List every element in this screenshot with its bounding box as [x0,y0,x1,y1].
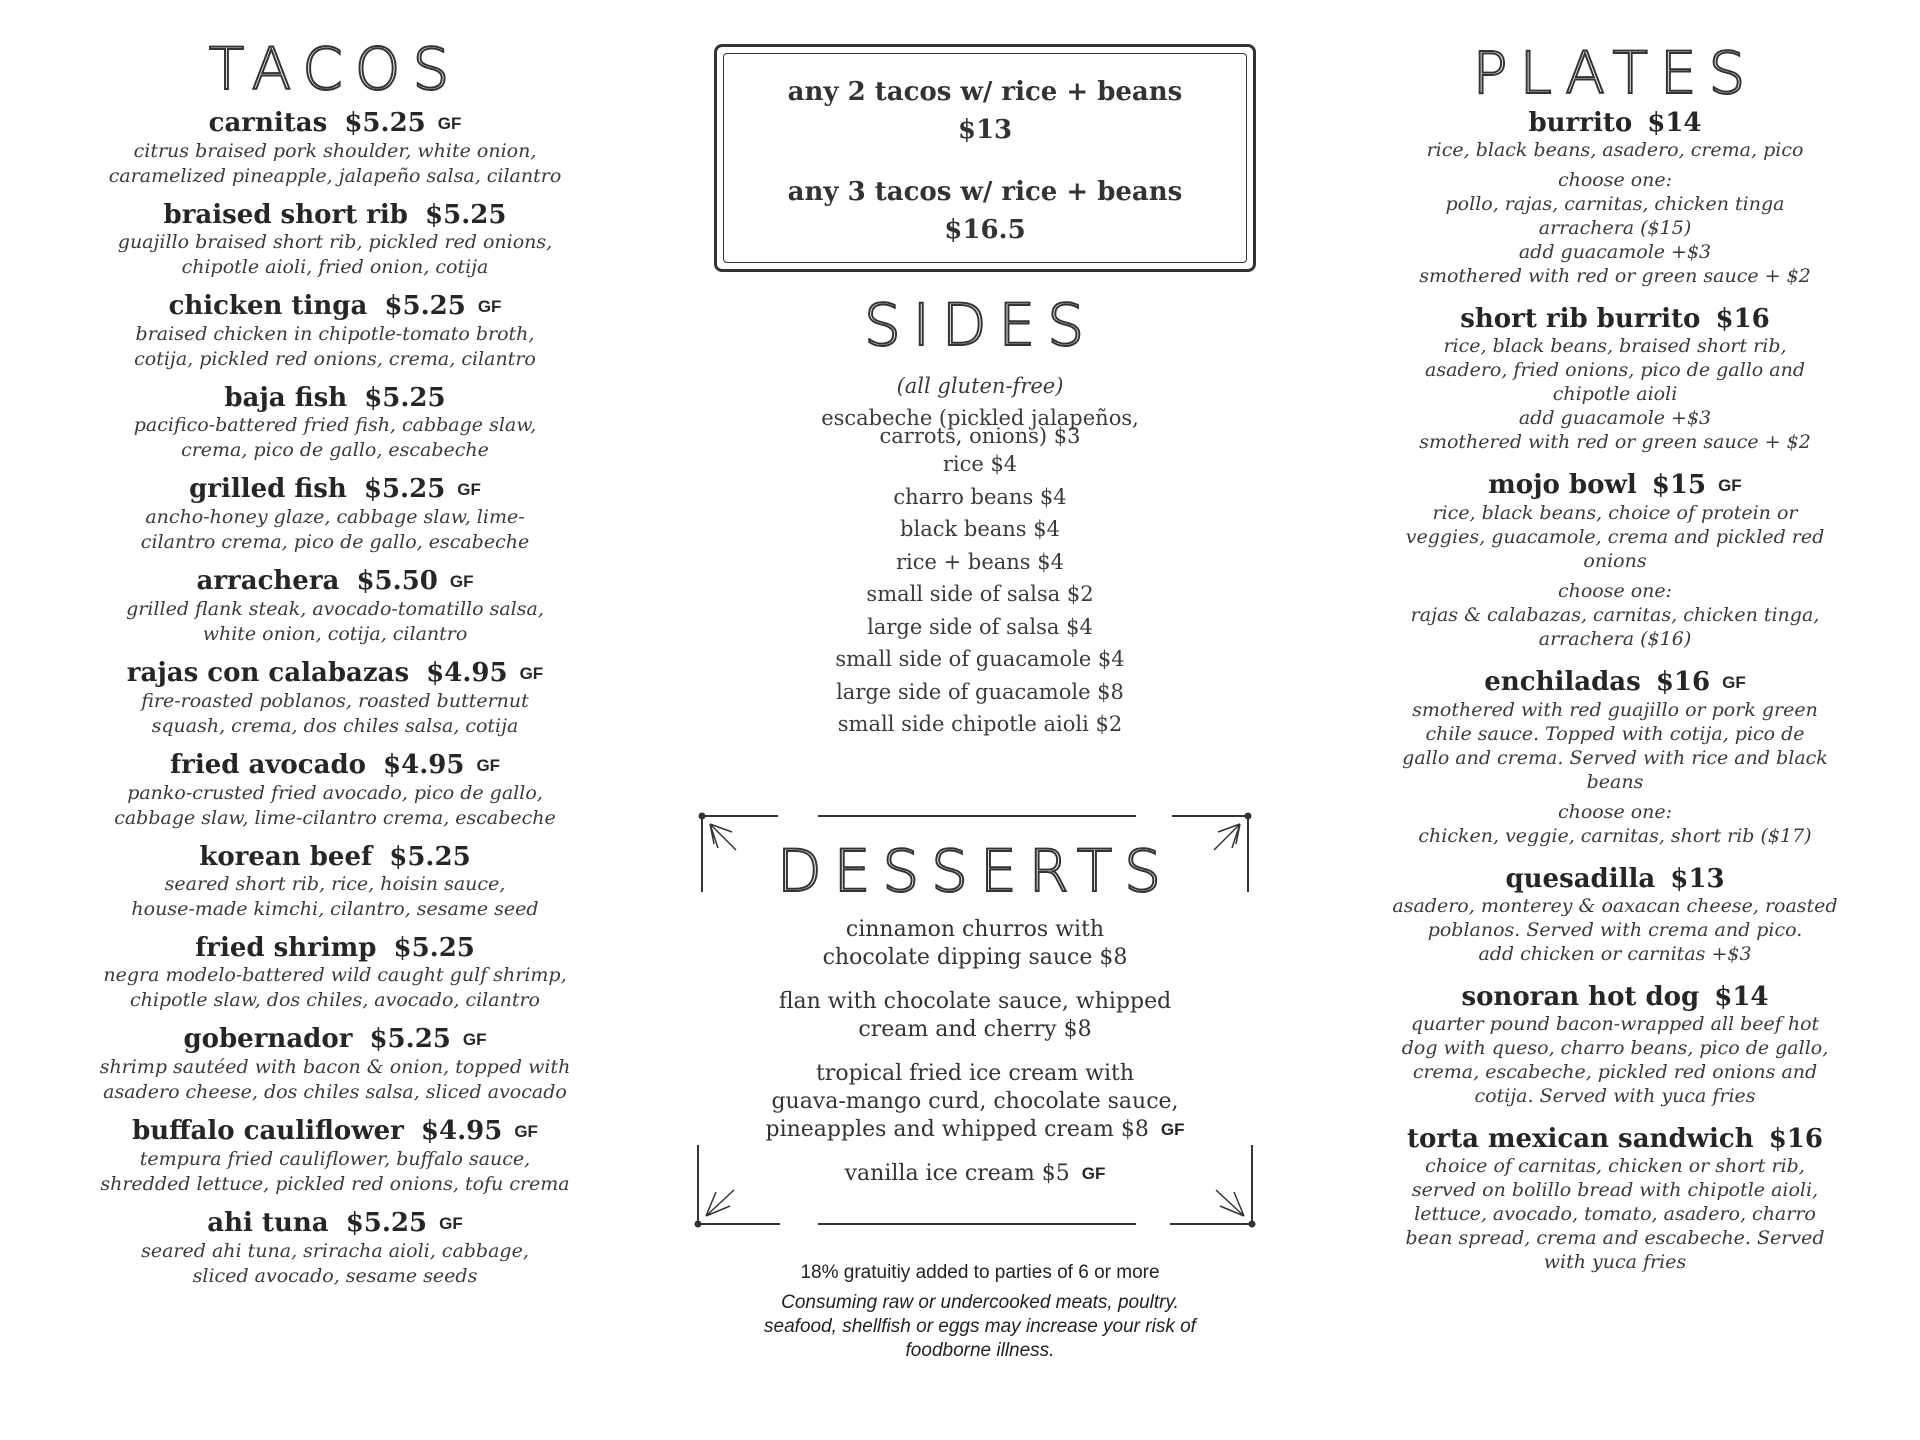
taco-price: $4.95 [420,1116,503,1146]
plate-name: torta mexican sandwich [1407,1124,1754,1154]
taco-item [30,383,640,463]
gf-badge: GF [462,1030,487,1049]
combo-line-2-tacos: any 2 tacos w/ rice + beans [787,77,1183,107]
desserts-section [690,838,1260,1204]
taco-name: carnitas [208,108,328,138]
food-warning-line-2: seafood, shellfish or eggs may increase your risk of [764,1316,1196,1337]
plate-desc-line: rajas & calabazas, carnitas, chicken tinga, [1410,604,1820,626]
dessert-line [690,1060,1260,1088]
taco-desc-line: seared ahi tuna, sriracha aioli, cabbage, [141,1240,529,1262]
desserts-title: DESSERTS [777,837,1173,905]
plate-desc-line: with yuca fries [1543,1251,1687,1273]
taco-desc-line: pacifico-battered fried fish, cabbage slaw, [133,414,537,436]
taco-desc-line: grilled flank steak, avocado-tomatillo salsa, [126,598,544,620]
gf-badge: GF [1718,476,1742,495]
taco-desc-line: cabbage slaw, lime-cilantro crema, escabeche [114,807,556,829]
desserts-list [690,916,1260,1188]
side-item: large side of guacamole $8 [836,679,1124,704]
gf-badge: GF [449,572,474,591]
gf-badge: GF [1722,673,1746,692]
plates-title: PLATES [1472,39,1758,107]
plate-desc-line: crema, escabeche, pickled red onions and [1412,1061,1818,1083]
taco-name-line [30,1024,640,1055]
gf-badge: GF [457,480,481,499]
taco-desc-line: chipotle slaw, dos chiles, avocado, cilantro [130,989,540,1011]
taco-name: buffalo cauliflower [132,1116,404,1146]
plate-desc-line: poblanos. Served with crema and pico. [1427,919,1803,941]
plate-name-line [1330,304,1900,334]
plate-desc-line: choice of carnitas, chicken or short rib, [1425,1155,1805,1177]
taco-desc-line: guajillo braised short rib, pickled red onions, [117,231,553,253]
plate-name-line [1330,982,1900,1012]
taco-desc-line: braised chicken in chipotle-tomato broth, [135,323,535,345]
sides-title: SIDES [863,291,1097,359]
plate-name: mojo bowl [1488,470,1637,500]
plate-desc-line: dog with queso, charro beans, pico de gallo, [1401,1037,1829,1059]
gf-badge: GF [1160,1120,1185,1139]
taco-item [30,933,640,1013]
taco-name-line [30,383,640,413]
taco-item [30,842,640,922]
tacos-title: TACOS [208,35,462,103]
gf-badge: GF [1081,1164,1106,1183]
plate-desc-line: choose one: [1557,169,1673,191]
plate-desc-line: chile sauce. Topped with cotija, pico de [1425,723,1805,745]
plate-desc-line: onions [1583,550,1647,572]
taco-desc-line: sliced avocado, sesame seeds [192,1265,478,1287]
taco-item [30,1116,640,1197]
plate-desc-line: chicken, veggie, carnitas, short rib ($17) [1418,825,1812,847]
taco-desc-line: asadero cheese, dos chiles salsa, sliced avocado [103,1081,567,1103]
taco-name-line [30,108,640,139]
plate-name-line [1330,864,1900,894]
plate-desc-line: bean spread, crema and escabeche. Served [1405,1227,1825,1249]
side-item: rice + beans $4 [896,549,1064,574]
taco-name-line [30,1208,640,1239]
taco-item [30,108,640,189]
plate-desc-line: served on bolillo bread with chipotle aioli, [1411,1179,1819,1201]
taco-name: fried avocado [169,750,366,780]
food-warning-line-1: Consuming raw or undercooked meats, poultry. [781,1292,1179,1313]
gf-badge: GF [519,664,544,683]
gf-badge: GF [477,297,502,316]
side-item: small side of salsa $2 [866,582,1094,606]
plate-price: $15 [1651,470,1707,500]
middle-section [680,0,1280,741]
plate-desc-line: add guacamole +$3 [1518,407,1712,429]
plate-name-line [1330,108,1900,138]
plate-item [1330,304,1900,454]
plate-item [1330,667,1900,848]
taco-desc-line: white onion, cotija, cilantro [202,623,468,645]
side-item: escabeche (pickled jalapeños, [821,406,1139,430]
plate-desc-line: asadero, fried onions, pico de gallo and [1425,359,1805,381]
taco-price: $5.25 [369,1024,451,1054]
taco-desc-line: fire-roasted poblanos, roasted butternut [141,690,529,712]
taco-desc-line: shrimp sautéed with bacon & onion, topped with [99,1056,571,1078]
plate-desc-line: rice, black beans, asadero, crema, pico [1426,139,1804,161]
plate-desc-line: chipotle aioli [1552,383,1678,405]
taco-name-line [30,474,640,505]
dessert-item [690,1160,1260,1188]
dessert-text: tropical fried ice cream with [815,1061,1135,1086]
footer-notes [700,1261,1260,1363]
plate-desc-line: pollo, rajas, carnitas, chicken tinga [1445,193,1785,215]
taco-name: chicken tinga [168,291,368,321]
plates-list [1330,108,1900,1274]
dessert-line [690,1116,1260,1144]
taco-name: grilled fish [189,474,347,504]
tacos-list [30,108,640,1289]
taco-price: $5.25 [344,108,426,138]
gf-badge: GF [476,756,501,775]
dessert-text: cinnamon churros with [845,917,1105,942]
taco-item [30,291,640,372]
taco-item [30,474,640,555]
taco-price: $5.50 [356,566,438,596]
taco-desc-line: squash, crema, dos chiles salsa, cotija [151,715,519,737]
taco-desc-line: house-made kimchi, cilantro, sesame seed [131,898,539,920]
plate-desc-line: beans [1586,771,1644,793]
tacos-section [30,0,640,1300]
taco-price: $5.25 [393,933,475,963]
taco-desc-line: citrus braised pork shoulder, white onion, [133,140,537,162]
plate-desc-line: arrachera ($15) [1538,217,1692,239]
plate-price: $16 [1655,667,1711,697]
taco-name: braised short rib [163,200,408,230]
taco-name: arrachera [196,566,340,596]
combo-price-2-tacos: $13 [957,115,1013,145]
plate-name: short rib burrito [1460,304,1701,334]
taco-desc-line: crema, pico de gallo, escabeche [181,439,489,461]
plate-desc-line: smothered with red or green sauce + $2 [1419,265,1811,287]
taco-item [30,1208,640,1289]
dessert-item [690,1060,1260,1144]
plate-desc-line: arrachera ($16) [1538,628,1692,650]
side-item: large side of salsa $4 [867,614,1093,639]
dessert-text: guava-mango curd, chocolate sauce, [771,1089,1179,1114]
sides-note: (all gluten-free) [896,374,1064,398]
taco-name: gobernador [183,1024,353,1054]
taco-item [30,200,640,280]
plate-desc-line: quarter pound bacon-wrapped all beef hot [1410,1013,1820,1035]
dessert-text: pineapples and whipped cream $8 [765,1117,1149,1142]
plate-item [1330,864,1900,966]
plate-price: $14 [1647,108,1702,138]
dessert-line [690,1016,1260,1044]
dessert-line [690,1088,1260,1116]
plate-item [1330,1124,1900,1274]
taco-name: fried shrimp [195,933,377,963]
taco-desc-line: tempura fried cauliflower, buffalo sauce, [139,1148,531,1170]
taco-price: $5.25 [363,474,446,504]
plate-desc-line: asadero, monterey & oaxacan cheese, roasted [1392,895,1838,917]
plate-name: sonoran hot dog [1461,982,1700,1012]
dessert-line [690,1160,1260,1188]
plate-desc-line: smothered with red or green sauce + $2 [1419,431,1811,453]
taco-price: $4.95 [426,658,508,688]
sides-list [680,406,1280,741]
taco-desc-line: negra modelo-battered wild caught gulf shrimp, [103,964,567,986]
gf-badge: GF [437,114,462,133]
taco-name-line [30,842,640,872]
plate-price: $14 [1714,982,1769,1012]
plate-desc-line: rice, black beans, choice of protein or [1432,502,1798,524]
plate-name: burrito [1528,108,1633,138]
side-item: small side of guacamole $4 [835,647,1125,671]
plate-desc-line: lettuce, avocado, tomato, asadero, charro [1414,1203,1816,1225]
dessert-text: chocolate dipping sauce $8 [822,945,1128,970]
plate-desc-line: choose one: [1557,580,1673,602]
taco-name-line [30,291,640,322]
taco-item [30,658,640,739]
dessert-text: flan with chocolate sauce, whipped [778,989,1172,1014]
taco-price: $5.25 [384,291,466,321]
taco-item [30,1024,640,1105]
side-item: rice $4 [942,452,1018,476]
taco-name: ahi tuna [207,1208,329,1238]
plate-desc-line: add chicken or carnitas +$3 [1478,943,1752,965]
taco-name-line [30,750,640,781]
taco-price: $5.25 [345,1208,428,1238]
food-warning-line-3: foodborne illness. [905,1340,1055,1361]
taco-name-line [30,1116,640,1147]
taco-desc-line: shredded lettuce, pickled red onions, tofu crema [100,1173,570,1195]
taco-name-line [30,933,640,963]
plate-desc-line: veggies, guacamole, crema and pickled red [1405,526,1825,548]
combo-price-3-tacos: $16.5 [944,215,1026,245]
plate-name-line [1330,470,1900,501]
taco-desc-line: cilantro crema, pico de gallo, escabeche [140,531,530,553]
dessert-line [690,944,1260,972]
taco-desc-line: ancho-honey glaze, cabbage slaw, lime- [145,506,525,528]
dessert-item [690,916,1260,972]
combo-line-3-tacos: any 3 tacos w/ rice + beans [787,177,1183,207]
taco-price: $5.25 [425,200,507,230]
gratuity-note: 18% gratuitiy added to parties of 6 or more [800,1262,1160,1283]
plate-item [1330,982,1900,1108]
side-item: carrots, onions) $3 [879,424,1081,448]
taco-name: rajas con calabazas [126,658,410,688]
side-item: small side chipotle aioli $2 [837,712,1123,736]
taco-name: korean beef [199,842,373,872]
taco-desc-line: chipotle aioli, fried onion, cotija [181,256,489,278]
taco-desc-line: panko-crusted fried avocado, pico de gallo, [127,782,543,804]
plate-price: $13 [1670,864,1725,894]
plate-name: enchiladas [1484,667,1641,697]
side-item: black beans $4 [900,517,1060,541]
plate-price: $16 [1768,1124,1823,1154]
dessert-text: vanilla ice cream $5 [844,1161,1070,1186]
plate-name-line [1330,667,1900,698]
taco-price: $5.25 [389,842,471,872]
plate-desc-line: cotija. Served with yuca fries [1474,1085,1756,1107]
taco-price: $5.25 [364,383,446,413]
plate-price: $16 [1715,304,1770,334]
taco-name-line [30,566,640,597]
plate-desc-line: add guacamole +$3 [1518,241,1712,263]
plate-desc-line: gallo and crema. Served with rice and black [1402,747,1828,769]
plate-desc-line: rice, black beans, braised short rib, [1443,335,1787,357]
gf-badge: GF [439,1214,463,1233]
taco-name-line [30,658,640,689]
gf-badge: GF [514,1122,538,1141]
taco-desc-line: seared short rib, rice, hoisin sauce, [164,873,506,895]
plate-item [1330,108,1900,288]
dessert-text: cream and cherry $8 [858,1017,1092,1042]
plate-desc-line: choose one: [1557,801,1673,823]
plates-section [1330,0,1900,1290]
dessert-line [690,916,1260,944]
taco-desc-line: cotija, pickled red onions, crema, cilantro [134,348,536,370]
taco-price: $4.95 [383,750,465,780]
taco-name: baja fish [224,383,348,413]
plate-name-line [1330,1124,1900,1154]
taco-item [30,566,640,647]
taco-desc-line: caramelized pineapple, jalapeño salsa, cilantro [108,165,562,187]
side-item: charro beans $4 [893,484,1067,509]
dessert-line [690,988,1260,1016]
taco-item [30,750,640,831]
plate-item [1330,470,1900,651]
taco-name-line [30,200,640,230]
dessert-item [690,988,1260,1044]
plate-name: quesadilla [1505,864,1656,894]
plate-desc-line: smothered with red guajillo or pork green [1412,699,1818,721]
